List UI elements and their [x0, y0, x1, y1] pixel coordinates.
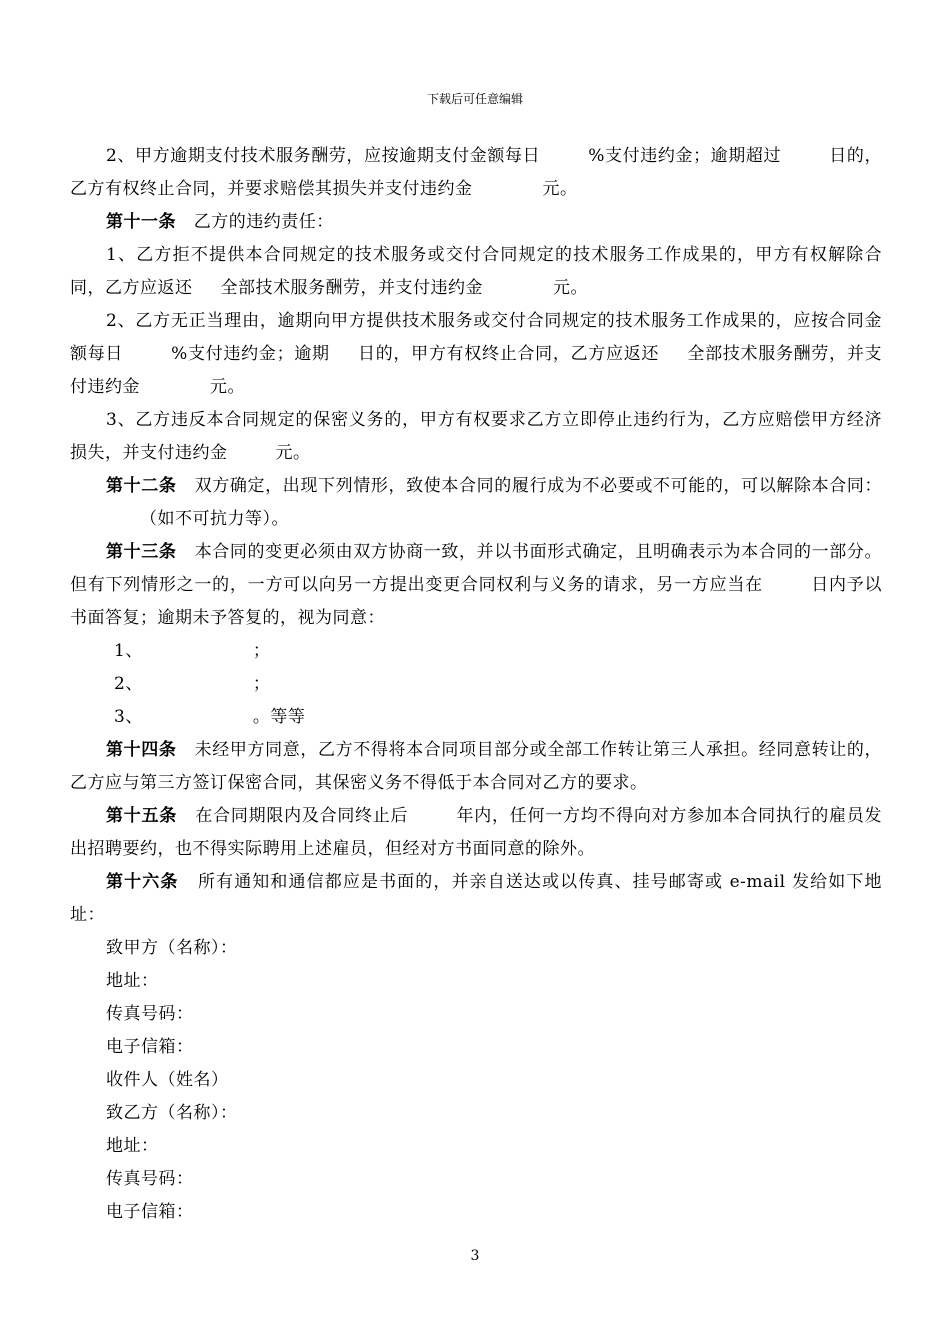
article-title: 第十三条: [106, 542, 177, 562]
text-segment: 年内，任何一方均不得向对方参加本合同执行的雇员发出招聘要约，也不得实际聘用上述雇员，但经对方书面同意的除外。: [70, 806, 883, 859]
text-segment: 本合同的变更必须由双方协商一致，并以书面形式确定，且明确表示为本合同的一部分。但有下列情形之一的，一方可以向另一方提出变更合同权利与义务的请求，另一方应当在: [70, 542, 883, 595]
article-11-clause-1: [70, 239, 882, 305]
article-13: [70, 536, 882, 635]
address-line: 地址：: [106, 971, 159, 991]
text-segment: 未经甲方同意，乙方不得将本合同项目部分或全部工作转让第三人承担。经同意转让的，乙方应与第三方签订保密合同，其保密义务不得低于本合同对乙方的要求。: [70, 740, 883, 793]
text-segment: 双方确定，出现下列情形，致使本合同的履行成为不必要或不可能的，可以解除本合同：: [194, 476, 883, 496]
article-title: 第十四条: [106, 740, 177, 760]
list-item: [70, 668, 882, 701]
address-line: 地址：: [106, 1136, 159, 1156]
address-line: 传真号码：: [106, 1169, 194, 1189]
article-11-clause-3: [70, 404, 882, 470]
text-segment: 元。: [542, 179, 578, 199]
text-segment: 2、乙方无正当理由，逾期向甲方提供技术服务或交付合同规定的技术服务工作成果的，应按合同金额每日: [70, 311, 882, 364]
article-title: 第十二条: [106, 476, 177, 496]
text-segment: 3、乙方违反本合同规定的保密义务的，甲方有权要求乙方立即停止违约行为，乙方应赔偿甲方经济损失，并支付违约金: [70, 410, 882, 463]
text-segment: ；: [252, 641, 271, 661]
article-15: [70, 800, 882, 866]
text-segment: 元。: [275, 443, 311, 463]
article-12: [70, 470, 882, 536]
text-segment: 所有通知和通信都应是书面的，并亲自送达或以传真、挂号邮寄或 e-mail 发给如下地址：: [70, 872, 883, 925]
page-number: 3: [470, 1248, 480, 1264]
text-segment: %支付违约金；逾期超过: [588, 146, 782, 166]
text-segment: 在合同期限内及合同终止后: [195, 806, 409, 826]
article-16: [70, 866, 882, 932]
paragraph-party-a-late-payment: [70, 140, 882, 206]
text-segment: 。等等: [252, 707, 306, 727]
article-11-heading: [70, 206, 882, 239]
text-segment: 全部技术服务酬劳，并支付违约金: [220, 278, 483, 298]
article-title: 第十五条: [106, 806, 177, 826]
article-title: 第十六条: [106, 872, 179, 892]
address-line: 致甲方（名称）：: [106, 938, 238, 958]
text-segment: 日内予以书面答复；逾期未予答复的，视为同意：: [70, 575, 883, 628]
text-segment: 日的，乙方有权终止合同，并要求赔偿其损失并支付违约金: [70, 146, 883, 199]
text-segment: 2、甲方逾期支付技术服务酬劳，应按逾期支付金额每日: [106, 146, 541, 166]
list-item: [70, 635, 882, 668]
list-item: [70, 701, 882, 734]
address-line: 收件人（姓名）: [106, 1070, 229, 1090]
article-11-clause-2: [70, 305, 882, 404]
article-14: [70, 734, 882, 800]
address-line: 电子信箱：: [106, 1202, 194, 1222]
text-segment: 乙方的违约责任：: [193, 212, 334, 232]
text-segment: 元。: [210, 377, 245, 397]
text-segment: 全部技术服务酬劳，并支付违约金: [70, 344, 883, 397]
text-segment: 元。: [553, 278, 588, 298]
list-number: 2、: [114, 674, 143, 694]
address-line: 传真号码：: [106, 1004, 194, 1024]
contract-body: [70, 140, 882, 1229]
list-number: 1、: [114, 641, 143, 661]
list-number: 3、: [114, 707, 143, 727]
text-segment: %支付违约金；逾期: [171, 344, 330, 364]
article-title: 第十一条: [106, 212, 176, 232]
text-segment: 日的，甲方有权终止合同，乙方应返还: [357, 344, 660, 364]
text-segment: ；: [252, 674, 271, 694]
address-line: 致乙方（名称）：: [106, 1103, 238, 1123]
text-segment: 1、乙方拒不提供本合同规定的技术服务或交付合同规定的技术服务工作成果的，甲方有权解除合同，乙方应返还: [70, 245, 882, 298]
address-line: 电子信箱：: [106, 1037, 194, 1057]
page-header: 下载后可任意编辑: [426, 92, 523, 106]
text-segment: （如不可抗力等）。: [140, 509, 289, 529]
